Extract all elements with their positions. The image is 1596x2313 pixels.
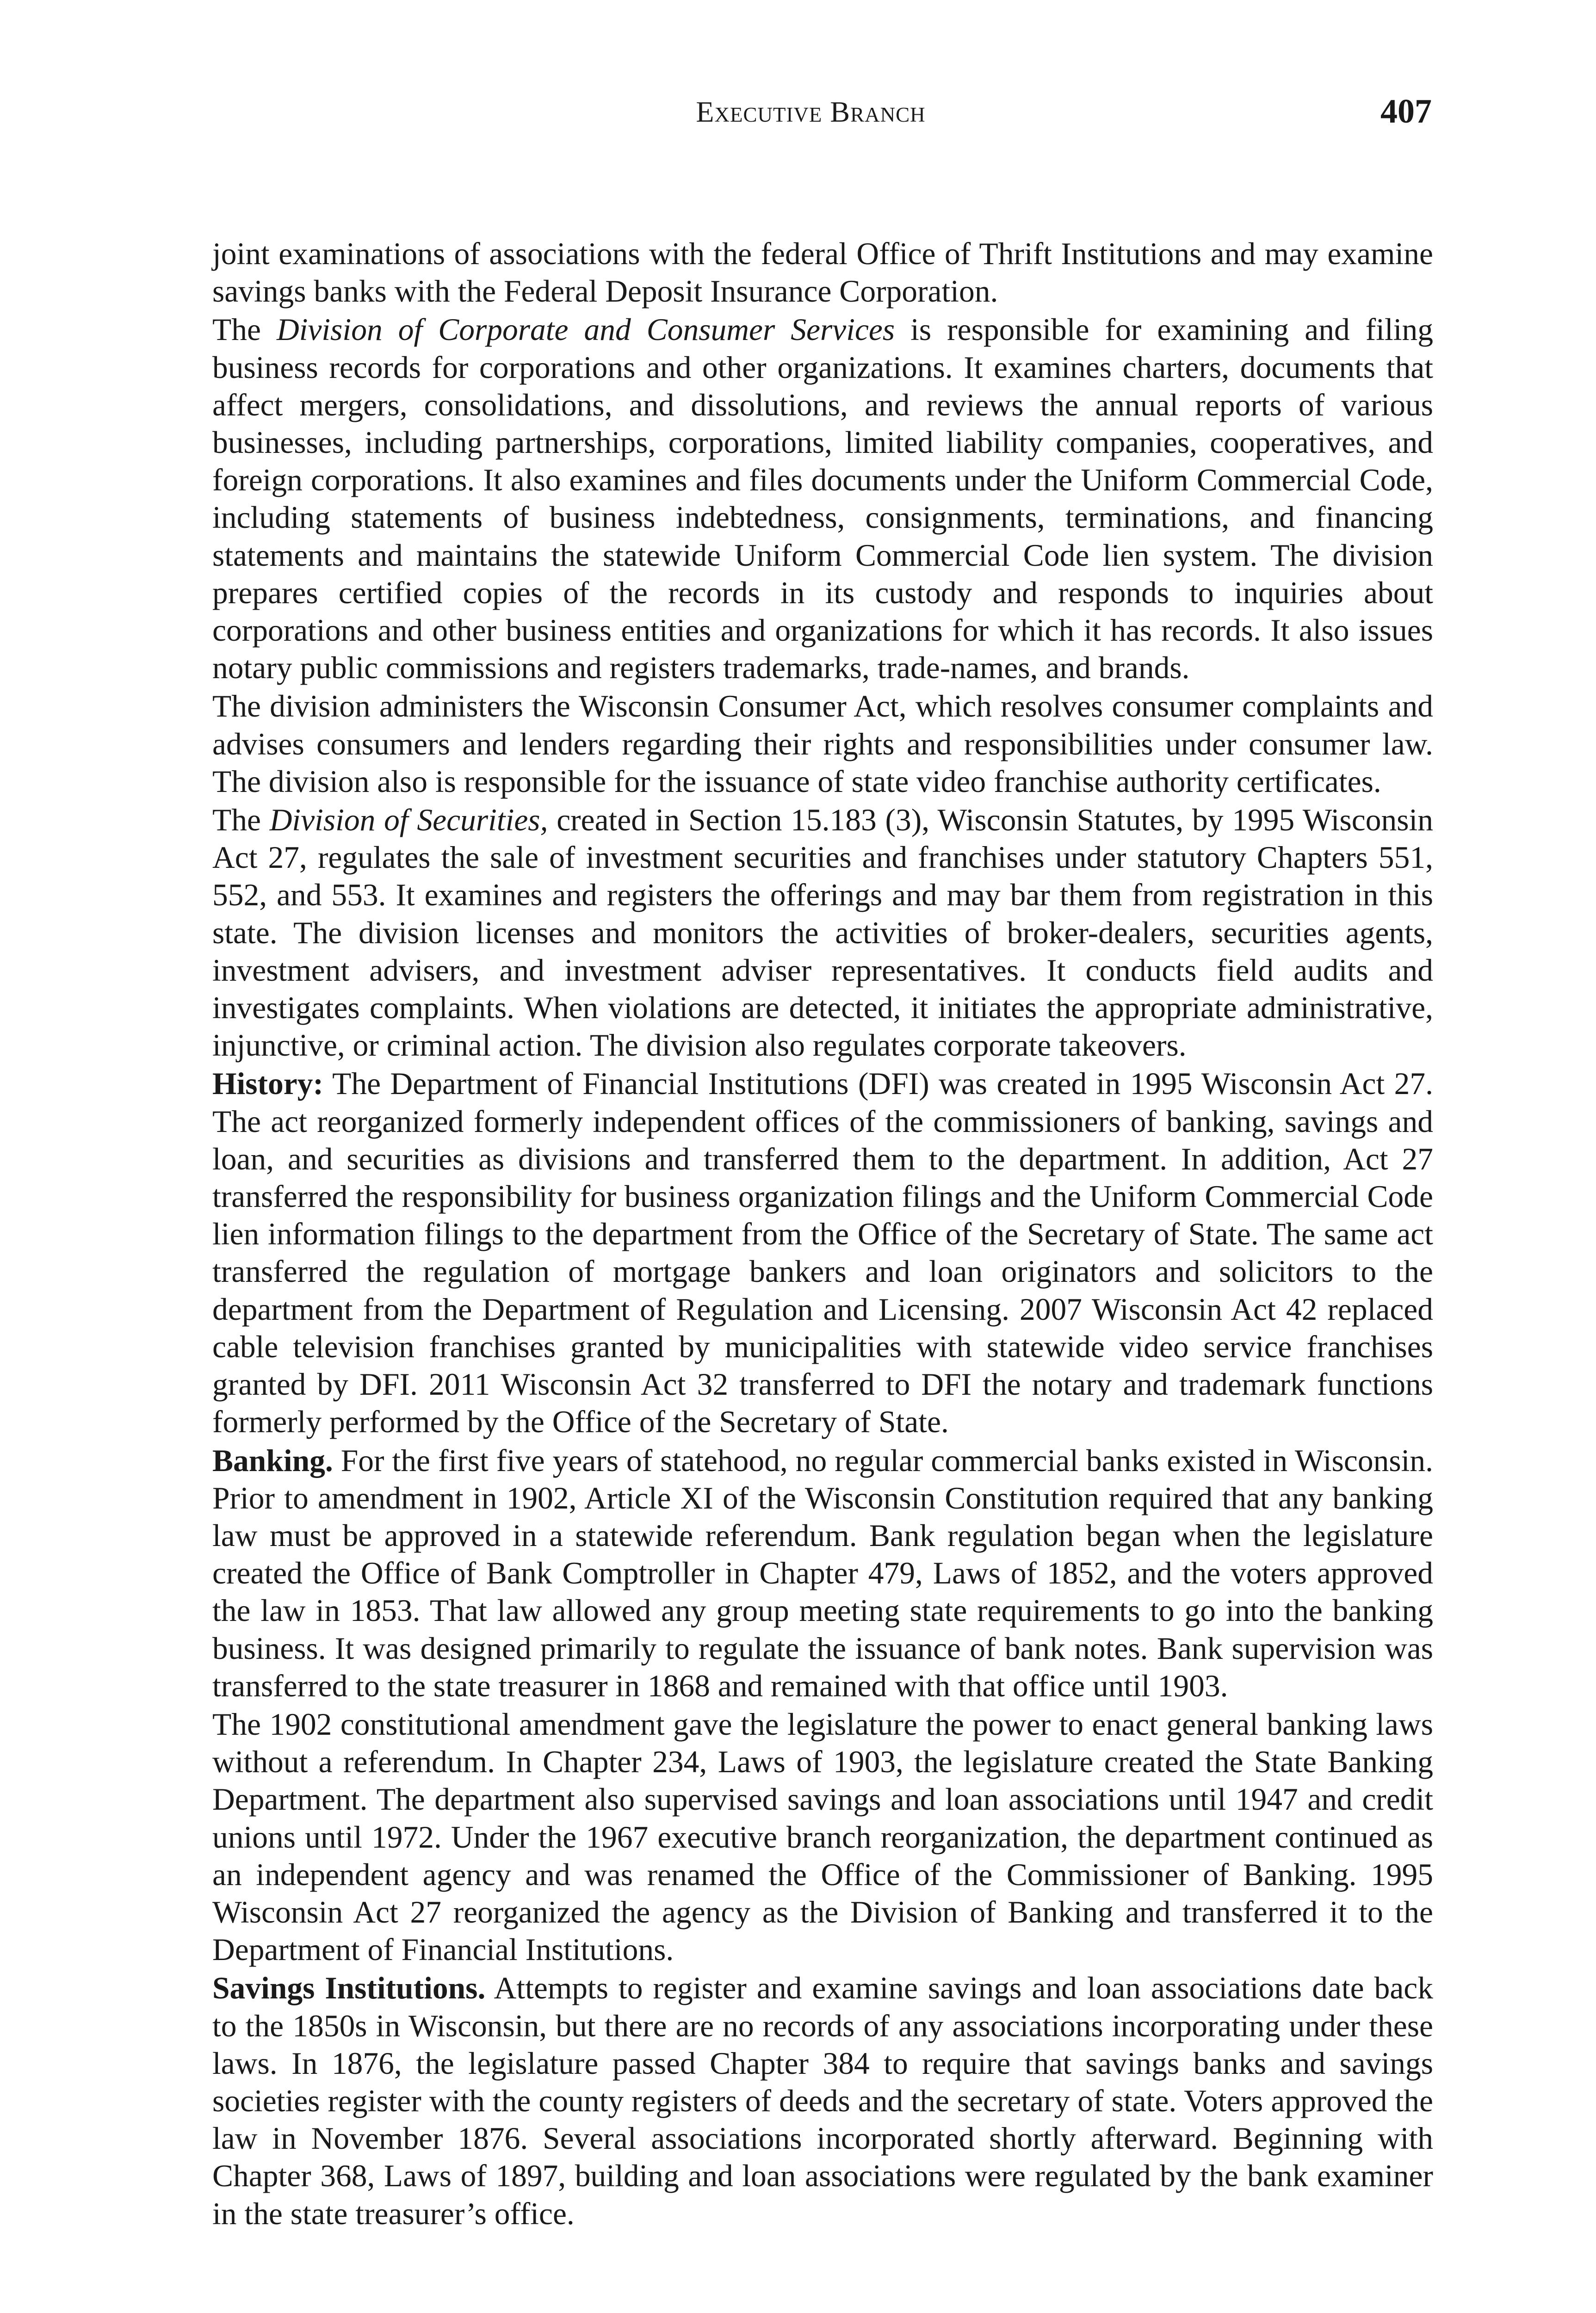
paragraph-corporate-consumer-services <box>212 311 1433 686</box>
body-text <box>212 235 1433 2233</box>
paragraph-consumer-act <box>212 687 1433 800</box>
paragraph-text: Attempts to register and examine savings and loan associations date back to the 1850s in Wisconsin, but there are no records of any associations incorporating under these laws. In 1876, the legislature passed Chapter 384 to require that savings banks and savings societies register with the county registers of deeds and the secretary of state. Voters approved the law in November 1876. Several associations incorporated shortly afterward. Beginning with Chapter 368, Laws of 1897, building and loan associations were regulated by the bank examiner in the state treasurer’s office. <box>212 1971 1433 2231</box>
paragraph-text-post: created in Section 15.183 (3), Wisconsin Statutes, by 1995 Wisconsin Act 27, regulates the sale of investment securities and franchises under statutory Chapters 551, 552, and 553. It examines and registers the offerings and may bar them from registration in this state. The division licenses and monitors the activities of broker-dealers, securities agents, investment advisers, and investment adviser representatives. It conducts field audits and investigates complaints. When violations are detected, it initiates the appropriate administrative, injunctive, or criminal action. The division also regulates corporate takeovers. <box>212 803 1433 1063</box>
running-title: Executive Branch <box>696 95 926 128</box>
section-lead-in: Savings Institutions. <box>212 1971 486 2006</box>
paragraph-banking-amendment <box>212 1706 1433 1968</box>
paragraph-history <box>212 1065 1433 1441</box>
section-lead-in: Banking. <box>212 1443 333 1478</box>
paragraph-text-pre: The <box>212 312 277 347</box>
paragraph-text: The 1902 constitutional amendment gave the legislature the power to enact general banking laws without a referendum. In Chapter 234, Laws of 1903, the legislature created the State Banking Department. The department also supervised savings and loan associations until 1947 and credit unions until 1972. Under the 1967 executive branch reorganization, the department continued as an independent agency and was renamed the Office of the Commissioner of Banking. 1995 Wisconsin Act 27 reorganized the agency as the Division of Banking and transferred it to the Department of Financial Institutions. <box>212 1707 1433 1967</box>
paragraph-text: For the first five years of statehood, no regular commercial banks existed in Wisconsin. Prior to amendment in 1902, Article XI of the Wisconsin Constitution required that any banking law must be approved in a statewide referendum. Bank regulation began when the legislature created the Office of Bank Comptroller in Chapter 479, Laws of 1852, and the voters approved the law in 1853. That law allowed any group meeting state requirements to go into the banking business. It was designed primarily to regulate the issuance of bank notes. Bank supervision was transferred to the state treasurer in 1868 and remained with that office until 1903. <box>212 1443 1433 1703</box>
paragraph-text-post: is responsible for examining and filing business records for corporations and other organizations. It examines charters, documents that affect mergers, consolidations, and dissolutions, and reviews the annual reports of various businesses, including partnerships, corporations, limited liability companies, cooperatives, and foreign corporations. It also examines and files documents under the Uniform Commercial Code, including statements of business indebtedness, consignments, terminations, and financing statements and maintains the statewide Uniform Commercial Code lien system. The division prepares certified copies of the records in its custody and responds to inquiries about corporations and other business entities and organizations for which it has records. It also issues notary public commissions and registers trademarks, trade-names, and brands. <box>212 312 1433 686</box>
paragraph-savings-institutions <box>212 1969 1433 2232</box>
section-lead-in: History: <box>212 1066 323 1101</box>
paragraph-text-pre: The <box>212 803 270 838</box>
division-name-italic: Division of Corporate and Consumer Services <box>276 312 895 347</box>
paragraph-securities <box>212 801 1433 1064</box>
paragraph-thrift-examinations <box>212 235 1433 310</box>
page-number: 407 <box>1380 93 1432 130</box>
division-name-italic: Division of Securities, <box>269 803 548 838</box>
paragraph-text: The Department of Financial Institutions (DFI) was created in 1995 Wisconsin Act 27. The act reorganized formerly independent offices of the commissioners of banking, savings and loan, and securities as divisions and transferred them to the department. In addition, Act 27 transferred the responsibility for business organization filings and the Uniform Commercial Code lien information filings to the department from the Office of the Secretary of State. The same act transferred the regulation of mortgage bankers and loan originators and solicitors to the department from the Department of Regulation and Licensing. 2007 Wisconsin Act 42 replaced cable television franchises granted by municipalities with statewide video service franchises granted by DFI. 2011 Wisconsin Act 32 transferred to DFI the notary and trademark functions formerly performed by the Office of the Secretary of State. <box>212 1066 1433 1440</box>
paragraph-text: joint examinations of associations with the federal Office of Thrift Institutions and may examine savings banks with the Federal Deposit Insurance Corporation. <box>212 236 1433 309</box>
paragraph-text: The division administers the Wisconsin Consumer Act, which resolves consumer complaints and advises consumers and lenders regarding their rights and responsibilities under consumer law. The division also is responsible for the issuance of state video franchise authority certificates. <box>212 689 1433 799</box>
paragraph-banking <box>212 1442 1433 1705</box>
running-header <box>190 95 1432 136</box>
